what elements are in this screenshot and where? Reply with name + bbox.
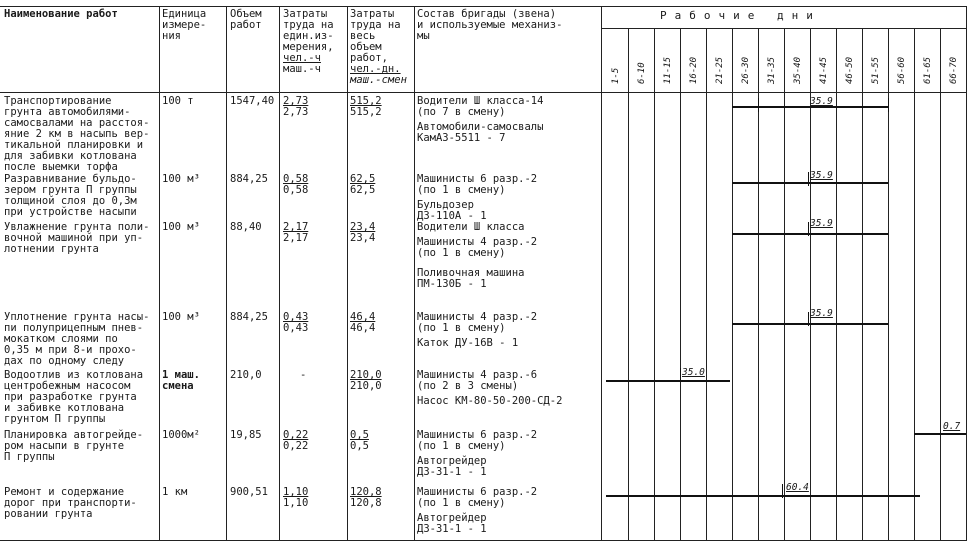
crew: Машинисты 4 разр.-6 (по 2 в 3 смены) bbox=[417, 369, 538, 392]
crew: Машинисты 6 разр.-2 (по 1 в смену) bbox=[417, 429, 538, 452]
duration-row-1: 35.9 bbox=[810, 96, 833, 107]
header-unit-cost: Затраты труда на един.из- мерения, bbox=[283, 8, 334, 53]
day-column-label: 31-35 bbox=[767, 56, 777, 84]
header-total-cost: Затраты труда на весь объем работ, bbox=[350, 8, 401, 64]
volume: 900,51 bbox=[230, 486, 268, 498]
duration-row-7: 60.4 bbox=[786, 482, 809, 493]
machine: Каток ДУ-16В - 1 bbox=[417, 337, 519, 349]
header-total-cost-num: чел.-дн. bbox=[350, 63, 401, 75]
unit-cost-den: 0,22 bbox=[283, 440, 309, 452]
bar-tick bbox=[888, 98, 889, 112]
unit-cost-num: 0,43 bbox=[283, 311, 309, 323]
unit-cost-num: 0,22 bbox=[283, 429, 309, 441]
work-name: Увлажнение грунта поли- вочной машиной при уп- лотнении грунта bbox=[4, 221, 150, 255]
crew: Машинисты 6 разр.-2 (по 1 в смену) bbox=[417, 486, 538, 509]
unit: 1 маш. смена bbox=[162, 369, 200, 392]
total-cost-num: 0,5 bbox=[350, 429, 369, 441]
unit: 100 т bbox=[162, 95, 194, 107]
unit: 1 км bbox=[162, 486, 188, 498]
total-cost-den: 120,8 bbox=[350, 497, 382, 509]
grid-line bbox=[654, 28, 655, 540]
volume: 88,40 bbox=[230, 221, 262, 233]
grid-line bbox=[226, 6, 227, 540]
bar-tick bbox=[808, 222, 809, 236]
grid-line bbox=[347, 6, 348, 540]
volume: 19,85 bbox=[230, 429, 262, 441]
duration-row-3: 35.9 bbox=[810, 218, 833, 229]
grid-line bbox=[0, 92, 967, 93]
bar-tick bbox=[808, 172, 809, 186]
day-column-label: 51-55 bbox=[871, 56, 881, 84]
total-cost-num: 62,5 bbox=[350, 173, 376, 185]
total-cost-den: 23,4 bbox=[350, 232, 376, 244]
day-column-label: 66-70 bbox=[949, 56, 959, 84]
machine: Автогрейдер ДЗ-31-1 - 1 bbox=[417, 455, 487, 478]
header-unit-cost-den: маш.-ч bbox=[283, 63, 321, 75]
day-column-label: 1-5 bbox=[611, 67, 621, 84]
work-name: Транспортирование грунта автомобилями- самосвалами на расстоя- яние 2 км в насыпь вер- тикальной планировки и для забивки котлована после выемки торфа bbox=[4, 95, 150, 173]
header-volume: Объем работ bbox=[230, 8, 262, 31]
unit-cost-den: 1,10 bbox=[283, 497, 309, 509]
unit: 100 м³ bbox=[162, 311, 200, 323]
grid-line bbox=[914, 28, 915, 540]
unit: 100 м³ bbox=[162, 221, 200, 233]
machine: Бульдозер ДЗ-110А - 1 bbox=[417, 199, 487, 222]
unit-cost-den: 2,73 bbox=[283, 106, 309, 118]
total-cost-den: 210,0 bbox=[350, 380, 382, 392]
grid-line bbox=[159, 6, 160, 540]
duration-row-2: 35.9 bbox=[810, 170, 833, 181]
total-cost-num: 515,2 bbox=[350, 95, 382, 107]
unit-cost-num: - bbox=[300, 369, 307, 381]
bar-row-6 bbox=[914, 433, 966, 435]
machine: Насос КМ-80-50-200-СД-2 bbox=[417, 395, 563, 407]
work-name: Уплотнение грунта насы- пи полуприцепным пнев- мокатком слоями по 0,35 м при 8-и прохо- дах по одному следу bbox=[4, 311, 150, 367]
bar-tick bbox=[782, 484, 783, 498]
duration-row-5: 35.0 bbox=[682, 367, 705, 378]
unit-cost-den: 2,17 bbox=[283, 232, 309, 244]
unit-cost-num: 1,10 bbox=[283, 486, 309, 498]
total-cost-num: 210,0 bbox=[350, 369, 382, 381]
grid-line bbox=[414, 6, 415, 540]
volume: 210,0 bbox=[230, 369, 262, 381]
header-work-name: Наименование работ bbox=[4, 8, 118, 20]
total-cost-den: 0,5 bbox=[350, 440, 369, 452]
crew: Машинисты 4 разр.-2 (по 1 в смену) bbox=[417, 311, 538, 334]
day-column-label: 21-25 bbox=[715, 56, 725, 84]
volume: 1547,40 bbox=[230, 95, 275, 107]
header-work-days: Рабочие дни bbox=[660, 9, 821, 22]
grid-line bbox=[966, 6, 967, 540]
unit-cost-den: 0,58 bbox=[283, 184, 309, 196]
total-cost-num: 23,4 bbox=[350, 221, 376, 233]
volume: 884,25 bbox=[230, 173, 268, 185]
grid-line bbox=[0, 540, 967, 541]
grid-line bbox=[732, 28, 733, 540]
grid-line bbox=[601, 6, 602, 540]
total-cost-num: 46,4 bbox=[350, 311, 376, 323]
duration-row-6: 0.7 bbox=[943, 421, 961, 432]
header-unit-cost-num: чел.-ч bbox=[283, 52, 321, 64]
grid-line bbox=[279, 6, 280, 540]
crew: Водители Ш класса bbox=[417, 221, 525, 233]
grid-line bbox=[784, 28, 785, 540]
day-column-label: 41-45 bbox=[819, 56, 829, 84]
day-column-label: 16-20 bbox=[689, 56, 699, 84]
volume: 884,25 bbox=[230, 311, 268, 323]
header-crew: Состав бригады (звена) и используемые механиз- мы bbox=[417, 8, 563, 42]
grid-line bbox=[940, 28, 941, 540]
machine: Автогрейдер ДЗ-31-1 - 1 bbox=[417, 512, 487, 535]
day-column-label: 46-50 bbox=[845, 56, 855, 84]
bar-row-5 bbox=[606, 380, 730, 382]
bar-row-2 bbox=[732, 182, 888, 184]
bar-row-7 bbox=[606, 495, 920, 497]
unit-cost-den: 0,43 bbox=[283, 322, 309, 334]
total-cost-den: 515,2 bbox=[350, 106, 382, 118]
grid-line bbox=[706, 28, 707, 540]
unit-cost-num: 2,73 bbox=[283, 95, 309, 107]
day-column-label: 26-30 bbox=[741, 56, 751, 84]
grid-line bbox=[680, 28, 681, 540]
total-cost-den: 46,4 bbox=[350, 322, 376, 334]
bar-tick bbox=[808, 312, 809, 326]
header-unit: Единица измере- ния bbox=[162, 8, 207, 42]
work-name: Водоотлив из котлована центробежным насосом при разработке грунта и забивке котлована грунтом П группы bbox=[4, 369, 144, 425]
bar-row-4 bbox=[732, 323, 888, 325]
total-cost-num: 120,8 bbox=[350, 486, 382, 498]
machine: Автомобили-самосвалы КамАЗ-5511 - 7 bbox=[417, 121, 544, 144]
grid-line bbox=[836, 28, 837, 540]
bar-tick bbox=[680, 368, 681, 382]
day-column-label: 11-15 bbox=[663, 56, 673, 84]
grid-line bbox=[628, 28, 629, 540]
unit-cost-num: 2,17 bbox=[283, 221, 309, 233]
unit-cost-num: 0,58 bbox=[283, 173, 309, 185]
crew-secondary: Машинисты 4 разр.-2 (по 1 в смену) bbox=[417, 236, 538, 259]
crew: Водители Ш класса-14 (по 7 в смену) bbox=[417, 95, 544, 118]
grid-line bbox=[862, 28, 863, 540]
day-column-label: 35-40 bbox=[793, 56, 803, 84]
grid-line bbox=[601, 28, 967, 29]
work-name: Разравнивание бульдо- зером грунта П группы толщиной слоя до 0,3м при устройстве насыпи bbox=[4, 173, 137, 218]
machine: Поливочная машина ПМ-130Б - 1 bbox=[417, 267, 525, 290]
work-name: Ремонт и содержание дорог при транспорти- ровании грунта bbox=[4, 486, 137, 520]
duration-row-4: 35.9 bbox=[810, 308, 833, 319]
day-column-label: 61-65 bbox=[923, 56, 933, 84]
bar-row-3 bbox=[732, 233, 888, 235]
unit: 1000м² bbox=[162, 429, 200, 441]
crew: Машинисты 6 разр.-2 (по 1 в смену) bbox=[417, 173, 538, 196]
bar-tick bbox=[758, 98, 759, 112]
grid-line bbox=[0, 6, 967, 7]
header-total-cost-den: маш.-смен bbox=[350, 74, 407, 86]
day-column-label: 56-60 bbox=[897, 56, 907, 84]
total-cost-den: 62,5 bbox=[350, 184, 376, 196]
work-name: Планировка автогрейде- ром насыпи в грунте П группы bbox=[4, 429, 144, 463]
unit: 100 м³ bbox=[162, 173, 200, 185]
day-column-label: 6-10 bbox=[637, 62, 647, 84]
